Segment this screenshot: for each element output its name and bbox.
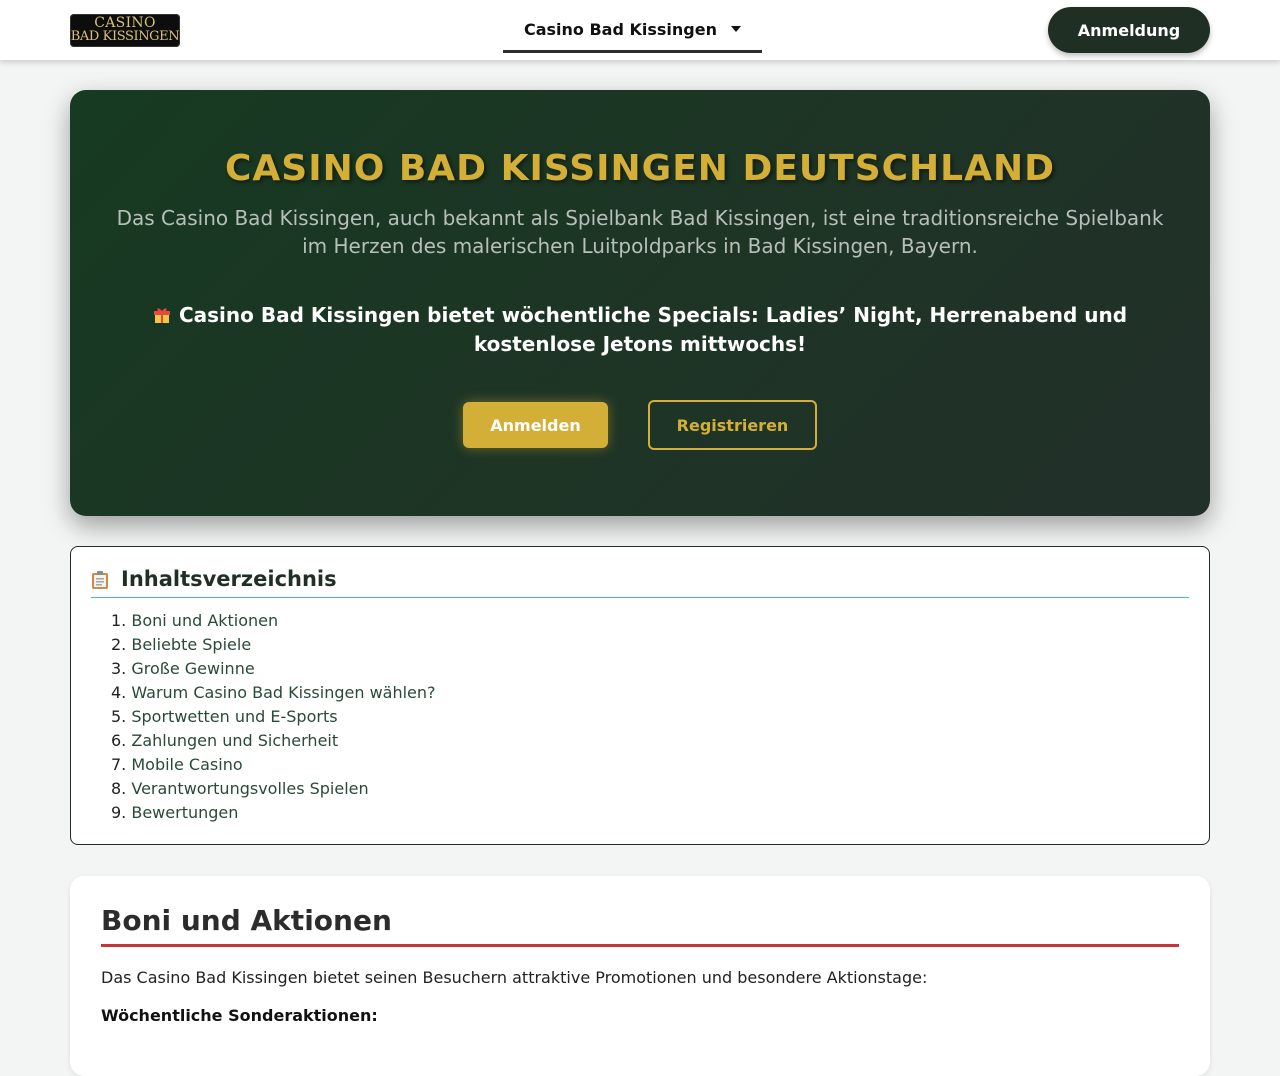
nav-dropdown-label: Casino Bad Kissingen bbox=[523, 19, 717, 39]
hero-special-text: Casino Bad Kissingen bietet wöchentliche Specials: Ladies’ Night, Herrenabend und kostenlose Jetons mittwochs! bbox=[178, 303, 1128, 356]
caret-down-icon bbox=[731, 26, 741, 32]
section-subheading: Wöchentliche Sonderaktionen: bbox=[101, 1006, 378, 1025]
boni-section bbox=[70, 876, 1210, 1076]
toc-heading bbox=[91, 567, 1189, 598]
toc-link-boni[interactable]: Boni und Aktionen bbox=[131, 611, 279, 630]
hero-banner bbox=[70, 90, 1210, 516]
toc-item bbox=[111, 609, 436, 633]
toc-link-warum[interactable]: Warum Casino Bad Kissingen wählen? bbox=[131, 683, 436, 702]
register-button[interactable]: Registrieren bbox=[648, 400, 817, 450]
toc-item-number: 5. bbox=[111, 707, 127, 726]
toc-link-mobile[interactable]: Mobile Casino bbox=[131, 755, 243, 774]
toc-link-zahlungen[interactable]: Zahlungen und Sicherheit bbox=[131, 731, 339, 750]
toc-title-text: Inhaltsverzeichnis bbox=[121, 567, 337, 591]
hero-special-offer bbox=[150, 301, 1130, 359]
logo-line-2: BAD KISSINGEN bbox=[70, 29, 180, 44]
toc-item-number: 8. bbox=[111, 779, 127, 798]
toc-list bbox=[111, 609, 436, 825]
toc-item bbox=[111, 729, 436, 753]
casino-logo[interactable] bbox=[70, 14, 180, 47]
signin-button[interactable]: Anmelden bbox=[463, 402, 608, 448]
toc-item-number: 1. bbox=[111, 611, 127, 630]
toc-item-number: 2. bbox=[111, 635, 127, 654]
login-button[interactable]: Anmeldung bbox=[1048, 7, 1210, 53]
toc-item bbox=[111, 801, 436, 825]
toc-item bbox=[111, 681, 436, 705]
hero-description: Das Casino Bad Kissingen, auch bekannt als Spielbank Bad Kissingen, ist eine traditionsreiche Spielbank im Herzen des malerischen Luitpoldparks in Bad Kissingen, Bayern. bbox=[116, 206, 1164, 258]
clipboard-icon bbox=[91, 570, 109, 590]
toc-item-number: 7. bbox=[111, 755, 127, 774]
table-of-contents bbox=[70, 546, 1210, 845]
toc-item bbox=[111, 705, 436, 729]
toc-item bbox=[111, 753, 436, 777]
toc-item bbox=[111, 777, 436, 801]
toc-item bbox=[111, 633, 436, 657]
toc-item-number: 9. bbox=[111, 803, 127, 822]
section-heading: Boni und Aktionen bbox=[101, 904, 1179, 947]
toc-link-spiele[interactable]: Beliebte Spiele bbox=[131, 635, 252, 654]
toc-item bbox=[111, 657, 436, 681]
toc-item-number: 6. bbox=[111, 731, 127, 750]
site-header bbox=[0, 0, 1280, 60]
casino-nav-dropdown[interactable] bbox=[503, 8, 762, 53]
logo-line-1: CASINO bbox=[94, 15, 156, 31]
section-intro-text: Das Casino Bad Kissingen bietet seinen Besuchern attraktive Promotionen und besondere Aktionstage: bbox=[101, 968, 928, 987]
toc-link-bewertungen[interactable]: Bewertungen bbox=[131, 803, 239, 822]
toc-link-gewinne[interactable]: Große Gewinne bbox=[131, 659, 255, 678]
toc-item-number: 4. bbox=[111, 683, 127, 702]
gift-icon bbox=[153, 306, 171, 324]
hero-title: CASINO BAD KISSINGEN DEUTSCHLAND bbox=[225, 148, 1055, 189]
toc-link-verantwortung[interactable]: Verantwortungsvolles Spielen bbox=[131, 779, 369, 798]
toc-link-sportwetten[interactable]: Sportwetten und E-Sports bbox=[131, 707, 338, 726]
toc-item-number: 3. bbox=[111, 659, 127, 678]
